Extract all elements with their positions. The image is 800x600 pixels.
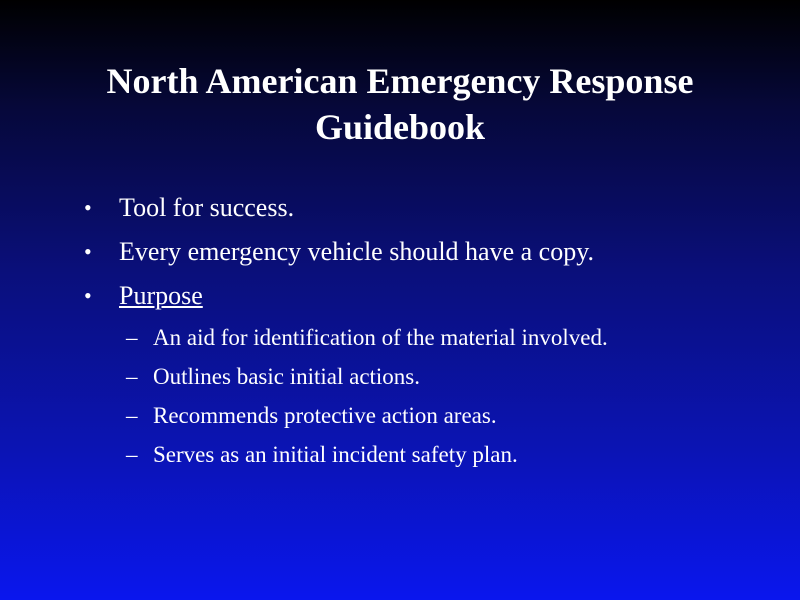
- bullet-text-purpose: Purpose: [119, 281, 203, 310]
- bullet-item-purpose: [84, 274, 774, 318]
- sub-bullet-text: Outlines basic initial actions.: [153, 364, 421, 389]
- title-line-2: Guidebook: [314, 107, 486, 147]
- sub-bullet-item: [84, 396, 774, 435]
- sub-bullet-marker: –: [126, 442, 138, 467]
- sub-bullet-marker: –: [126, 403, 138, 428]
- sub-bullet-marker: –: [126, 325, 138, 350]
- sub-bullet-text: An aid for identification of the material involved.: [153, 325, 608, 350]
- bullet-item-tool: [84, 186, 774, 230]
- bullet-text: Every emergency vehicle should have a copy.: [119, 237, 595, 266]
- bullet-item-vehicle: [84, 230, 774, 274]
- bullet-marker: •: [84, 239, 92, 264]
- bullet-text: Tool for success.: [119, 193, 295, 222]
- sub-bullet-list: [84, 318, 774, 474]
- sub-bullet-item: [84, 318, 774, 357]
- bullet-marker: •: [84, 283, 92, 308]
- sub-bullet-text: Serves as an initial incident safety plan.: [153, 442, 518, 467]
- title-line-1: North American Emergency Response: [106, 61, 694, 101]
- sub-bullet-item: [84, 435, 774, 474]
- slide-title: [40, 58, 760, 150]
- sub-bullet-text: Recommends protective action areas.: [153, 403, 497, 428]
- bullet-list: [84, 186, 774, 318]
- sub-bullet-marker: –: [126, 364, 138, 389]
- sub-bullet-item: [84, 357, 774, 396]
- bullet-marker: •: [84, 195, 92, 220]
